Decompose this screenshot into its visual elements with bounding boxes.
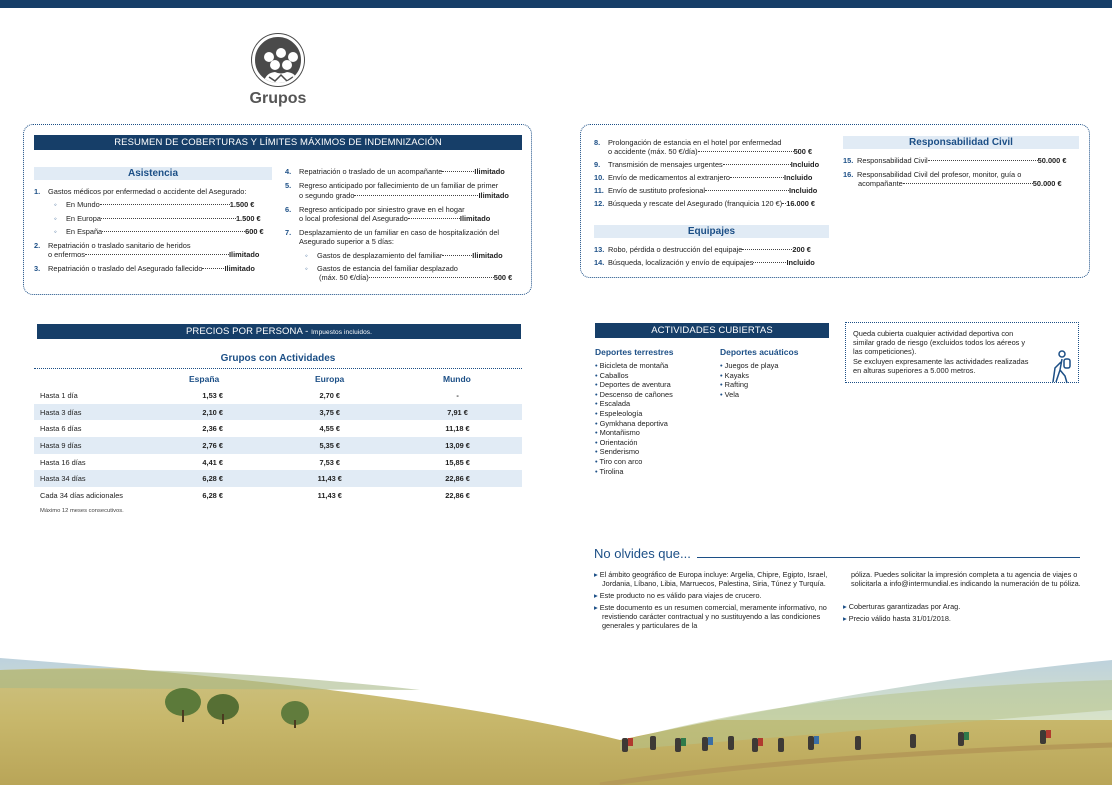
- price-row: [34, 420, 522, 437]
- activity-item: • Montañismo: [595, 428, 673, 438]
- price-cell: 11,43 €: [266, 470, 393, 487]
- price-row: [34, 387, 522, 404]
- terrestres-list: [595, 361, 673, 476]
- coverage-item-1c: ◦ En España 600 €: [54, 227, 264, 236]
- activity-item: • Deportes de aventura: [595, 380, 673, 390]
- activity-item: • Caballos: [595, 371, 673, 381]
- coverage-item-1: 1. Gastos médicos por enfermedad o accidente del Asegurado:: [34, 187, 247, 196]
- price-row: [34, 454, 522, 471]
- activity-item: • Bicicleta de montaña: [595, 361, 673, 371]
- reminder-item: ▸ Este producto no es válido para viajes de crucero.: [594, 591, 828, 600]
- coverage-item-2: 2. Repatriación o traslado sanitario de heridos: [34, 241, 191, 250]
- group-people-icon: [252, 34, 304, 86]
- coverage-item-8: 8. Prolongación de estancia en el hotel por enfermedad: [594, 138, 782, 147]
- reminder-item: ▸ El ámbito geográfico de Europa incluye: Argelia, Chipre, Egipto, Israel, Jordania, Líbano, Libia, Marruecos, Palestina, Siria, Túnez y Turquía.: [594, 570, 828, 588]
- coverage-item-15: 15. Responsabilidad Civil 50.000 €: [843, 156, 1067, 165]
- activity-item: • Senderismo: [595, 447, 673, 457]
- activity-item: • Rafting: [720, 380, 778, 390]
- price-row-label: Hasta 16 días: [40, 457, 86, 467]
- price-row: [34, 437, 522, 454]
- price-row-label: Cada 34 días adicionales: [40, 490, 123, 500]
- price-cell: 2,76 €: [159, 437, 266, 454]
- coverage-item-16-cont: acompañante 50.000 €: [858, 179, 1062, 188]
- price-cell: 15,85 €: [445, 457, 470, 467]
- activity-item: • Orientación: [595, 438, 673, 448]
- price-row-label: Hasta 1 día: [40, 390, 78, 400]
- reminder-rule: [697, 557, 1080, 558]
- price-cell: -: [456, 390, 459, 400]
- coverage-item-4: 4. Repatriación o traslado de un acompañante Ilimitado: [285, 167, 505, 176]
- price-cell: 13,09 €: [393, 437, 522, 454]
- coverage-item-9: 9. Transmisión de mensajes urgentes Incluido: [594, 160, 820, 169]
- price-cell: 11,18 €: [445, 424, 470, 434]
- reminder-right-list: [843, 602, 1079, 626]
- reminder-item: ▸ Precio válido hasta 31/01/2018.: [843, 614, 1079, 623]
- price-cell: 7,53 €: [319, 457, 341, 467]
- price-row: [34, 404, 522, 421]
- price-cell: 4,55 €: [319, 424, 341, 434]
- coverage-header: RESUMEN DE COBERTURAS Y LÍMITES MÁXIMOS DE INDEMNIZACIÓN: [34, 135, 522, 150]
- coverage-item-1b: ◦ En Europa 1.500 €: [54, 214, 261, 223]
- price-cell: 6,28 €: [159, 470, 266, 487]
- coverage-item-6: 6. Regreso anticipado por siniestro grave en el hogar: [285, 205, 465, 214]
- acuaticos-list: [720, 361, 778, 399]
- coverage-item-5: 5. Regreso anticipado por fallecimiento de un familiar de primer: [285, 181, 499, 190]
- price-cell: 22,86 €: [445, 490, 470, 500]
- activity-item: • Tiro con arco: [595, 457, 673, 467]
- activity-item: • Escalada: [595, 399, 673, 409]
- price-cell: 2,70 €: [319, 390, 341, 400]
- price-cell: 2,36 €: [202, 424, 223, 434]
- reminder-left-list: [594, 570, 828, 634]
- asistencia-title: Asistencia: [34, 167, 272, 180]
- coverage-item-13: 13. Robo, pérdida o destrucción del equipaje 200 €: [594, 245, 811, 254]
- activity-item: • Descenso de cañones: [595, 390, 673, 400]
- prices-table: [34, 387, 522, 504]
- coverage-item-7b: ◦ Gastos de estancia del familiar desplazado: [305, 264, 458, 273]
- price-row-label: Hasta 34 días: [34, 470, 159, 487]
- prices-subtitle: Grupos con Actividades: [220, 353, 336, 364]
- coverage-item-3: 3. Repatriación o traslado del Asegurado fallecido Ilimitado: [34, 264, 255, 273]
- landscape-photo: [0, 650, 1112, 785]
- top-bar: [0, 0, 1112, 8]
- coverage-item-2-cont: o enfermos Ilimitado: [48, 250, 260, 259]
- price-row: [34, 487, 522, 504]
- coverage-item-16: 16. Responsabilidad Civil del profesor, monitor, guía o: [843, 170, 1022, 179]
- reminder-item: ▸ Coberturas garantizadas por Arag.: [843, 602, 1079, 611]
- coverage-item-7-cont: Asegurado superior a 5 días:: [299, 237, 394, 246]
- coverage-item-8-cont: o accidente (máx. 50 €/día) 500 €: [608, 147, 813, 156]
- coverage-item-7a: ◦ Gastos de desplazamiento del familiar Ilimitado: [305, 251, 503, 260]
- price-cell: 1,53 €: [202, 390, 223, 400]
- reminder-title: No olvides que...: [594, 546, 691, 561]
- activities-header: ACTIVIDADES CUBIERTAS: [595, 323, 829, 338]
- price-cell: 2,10 €: [159, 404, 266, 421]
- price-cell: 6,28 €: [202, 490, 223, 500]
- price-cell: 5,35 €: [266, 437, 393, 454]
- reminder-right-cont: póliza. Puedes solicitar la impresión completa a tu agencia de viajes o solicitarla a info@intermundial.es indicando la numeración de tu póliza.: [851, 570, 1081, 589]
- price-cell: 3,75 €: [266, 404, 393, 421]
- prices-divider: [34, 368, 522, 369]
- prices-col-espana: España: [189, 374, 220, 384]
- logo-title: Grupos: [249, 90, 307, 107]
- acuaticos-title: Deportes acuáticos: [720, 347, 799, 357]
- equipajes-title: Equipajes: [594, 225, 829, 238]
- coverage-item-7: 7. Desplazamiento de un familiar en caso de hospitalización del: [285, 228, 500, 237]
- price-cell: 7,91 €: [393, 404, 522, 421]
- price-cell: 22,86 €: [393, 470, 522, 487]
- prices-header: PRECIOS POR PERSONA - Impuestos incluidos.: [37, 324, 521, 339]
- coverage-item-5-cont: o segundo grado Ilimitado: [299, 191, 509, 200]
- coverage-item-12: 12. Búsqueda y rescate del Asegurado (franquicia 120 €) 16.000 €: [594, 199, 815, 208]
- price-row: [34, 470, 522, 487]
- prices-footnote: Máximo 12 meses consecutivos.: [40, 508, 124, 514]
- coverage-item-10: 10. Envío de medicamentos al extranjero Incluido: [594, 173, 813, 182]
- terrestres-title: Deportes terrestres: [595, 347, 674, 357]
- activities-note-box: [845, 322, 1079, 383]
- coverage-item-6-cont: o local profesional del Asegurado Ilimitado: [299, 214, 491, 223]
- price-row-label: Hasta 6 días: [40, 424, 82, 434]
- prices-col-mundo: Mundo: [443, 374, 471, 384]
- coverage-item-1a: ◦ En Mundo 1.500 €: [54, 200, 255, 209]
- coverage-item-7b-cont: (máx. 50 €/día) 500 €: [319, 273, 513, 282]
- coverage-item-11: 11. Envío de sustituto profesional Incluido: [594, 186, 818, 195]
- reminder-item: ▸ Este documento es un resumen comercial, meramente informativo, no revistiendo carácter contractual y no sustituyendo a las condiciones generales y particulares de la: [594, 603, 828, 630]
- logo: [240, 34, 316, 108]
- activity-item: • Espeleología: [595, 409, 673, 419]
- price-cell: 4,41 €: [202, 457, 223, 467]
- activity-item: • Tirolina: [595, 467, 673, 477]
- price-row-label: Hasta 3 días: [34, 404, 159, 421]
- responsabilidad-title: Responsabilidad Civil: [843, 136, 1079, 149]
- activity-item: • Kayaks: [720, 371, 778, 381]
- prices-col-europa: Europa: [315, 374, 345, 384]
- activity-item: • Juegos de playa: [720, 361, 778, 371]
- hiker-icon: [1049, 350, 1075, 386]
- price-row-label: Hasta 9 días: [34, 437, 159, 454]
- coverage-item-14: 14. Búsqueda, localización y envío de equipajes Incluido: [594, 258, 815, 267]
- price-cell: 11,43 €: [317, 490, 342, 500]
- activity-item: • Gymkhana deportiva: [595, 419, 673, 429]
- activities-note: Queda cubierta cualquier actividad deportiva con similar grado de riesgo (excluidos todos los aéreos y las competiciones). Se excluyen expresamente las actividades realizadas en alturas superiores a 5.000 metros.: [853, 329, 1029, 375]
- activity-item: • Vela: [720, 390, 778, 400]
